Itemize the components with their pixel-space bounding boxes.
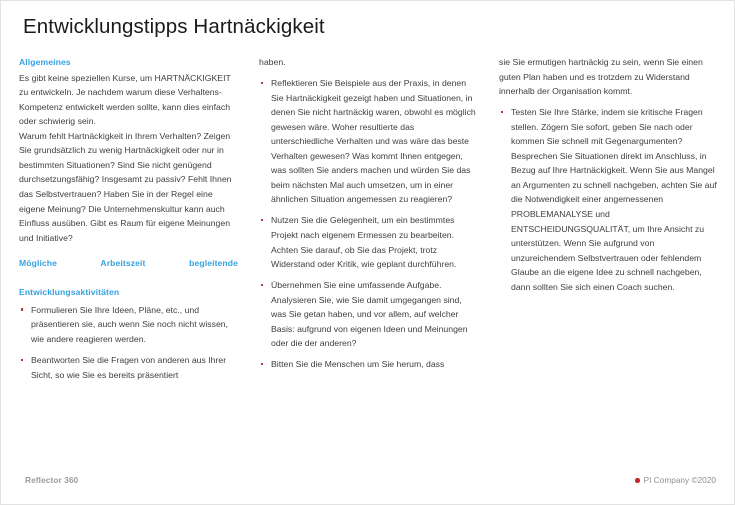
continuation-text-column-3: sie Sie ermutigen hartnäckig zu sein, wenn Sie einen guten Plan haben und es trotzdem zu Widerstand innerhalb der Organisation kommt. bbox=[499, 57, 703, 97]
bullet-dot-icon bbox=[261, 363, 263, 365]
bullet-list-column-1 bbox=[19, 303, 238, 382]
list-item bbox=[259, 213, 478, 271]
list-item bbox=[259, 76, 478, 207]
section-heading-allgemeines: Allgemeines bbox=[19, 57, 71, 67]
bullet-dot-icon bbox=[261, 82, 263, 84]
list-item-text: Übernehmen Sie eine umfassende Aufgabe. Analysieren Sie, wie Sie damit umgegangen sind, was Sie getan haben, und vor allem, auf welcher Basis: aufgrund von eigenen Ideen und Meinungen oder die der anderen? bbox=[271, 280, 468, 349]
list-item-text: Reflektieren Sie Beispiele aus der Praxis, in denen Sie Hartnäckigkeit gezeigt haben und Situationen, in denen Sie nicht hartnäckig waren, obwohl es möglich gewesen wäre. Woher resultierte das unterschiedliche Verhalten und was wäre das beste Verhalten gewesen? Was kommt Ihnen entgegen, was sollten Sie anders machen und würden Sie das beim nächsten Mal auch umsetzen, um in einer ähnlichen Situation angemessen zu reagieren? bbox=[271, 78, 476, 205]
page-footer bbox=[1, 476, 734, 492]
column-3 bbox=[499, 55, 718, 301]
list-item bbox=[499, 105, 718, 294]
bullet-dot-icon bbox=[261, 284, 263, 286]
list-item bbox=[19, 353, 238, 382]
list-item bbox=[259, 278, 478, 351]
footer-copyright-label: PI Company ©2020 bbox=[643, 476, 716, 485]
list-item-text: Formulieren Sie Ihre Ideen, Pläne, etc., und präsentieren sie, auch wenn Sie noch nicht wissen, wie andere reagieren werden. bbox=[31, 304, 229, 345]
page-title: Entwicklungstipps Hartnäckigkeit bbox=[23, 15, 325, 38]
list-item bbox=[19, 303, 238, 347]
bullet-dot-icon bbox=[21, 308, 23, 310]
paragraph-allgemeines-1: Es gibt keine speziellen Kurse, um HARTNÄCKIGKEIT zu entwickeln. Je nachdem warum diese Verhaltens-Kompetenz entwickelt werden sollte, kann dies einfach oder schwierig sein. bbox=[19, 72, 231, 127]
list-item bbox=[259, 357, 478, 372]
footer-product-label: Reflector 360 bbox=[25, 476, 79, 485]
bullet-list-column-3 bbox=[499, 105, 718, 294]
section-heading-entwicklungsaktivitaeten bbox=[19, 256, 238, 300]
list-item-text: Testen Sie Ihre Stärke, indem sie kritische Fragen stellen. Zögern Sie sofort, geben Sie nach oder kommen Sie schnell mit Gegenargumenten? Besprechen Sie Situationen direkt im Anschluss, in Bezug auf Ihre Hartnäckigkeit. Wenn Sie aus Mangel an Argumenten zu schnell nachgeben, achten Sie auf die Notwendigkeit einer angemessenen PROBLEMANALYSE und ENTSCHEIDUNGSQUALITÄT, um Ihre Ansicht zu unterstützen. Wenn Sie aufgrund von unzureichendem Selbstvertrauen oder fehlendem Glaube an die eigene Idee zu schnell nachgeben, dann sollten Sie sich einen Coach suchen. bbox=[511, 107, 717, 292]
list-item-text: Bitten Sie die Menschen um Sie herum, dass bbox=[271, 359, 445, 370]
footer-copyright bbox=[635, 476, 716, 485]
bullet-dot-icon bbox=[21, 359, 23, 361]
content-columns bbox=[19, 55, 719, 455]
list-item-text: Beantworten Sie die Fragen von anderen aus Ihrer Sicht, so wie Sie es bereits präsentiert bbox=[31, 355, 227, 380]
section-heading-line-2: Entwicklungsaktivitäten bbox=[19, 287, 120, 298]
bullet-dot-icon bbox=[501, 111, 503, 113]
section-heading-line-1: Mögliche Arbeitszeit begleitende bbox=[19, 258, 238, 269]
list-item-text: Nutzen Sie die Gelegenheit, um ein bestimmtes Projekt nach eigenem Ermessen zu bearbeiten. Achten Sie darauf, ob Sie das Projekt, trotz Widerstand oder Kritik, wie geplant durchführen. bbox=[271, 215, 457, 270]
continuation-text-column-2: haben. bbox=[259, 57, 286, 67]
bullet-list-column-2 bbox=[259, 76, 478, 372]
column-2 bbox=[259, 55, 478, 378]
column-1 bbox=[19, 55, 238, 389]
paragraph-allgemeines-2: Warum fehlt Hartnäckigkeit in Ihrem Verhalten? Zeigen Sie grundsätzlich zu wenig Hartnäckigkeit oder nur in bestimmten Situationen? Sind Sie nicht genügend durchsetzungsfähig? Insgesamt zu passiv? Fehlt Ihnen das Selbstvertrauen? Haben Sie in der Regel eine eigene Meinung? Die Unternehmenskultur kann auch Einfluss ausüben. Gibt es Raum für eigene Meinungen und Initiative? bbox=[19, 130, 232, 243]
bullet-dot-icon bbox=[261, 219, 263, 221]
brand-dot-icon bbox=[635, 478, 640, 483]
